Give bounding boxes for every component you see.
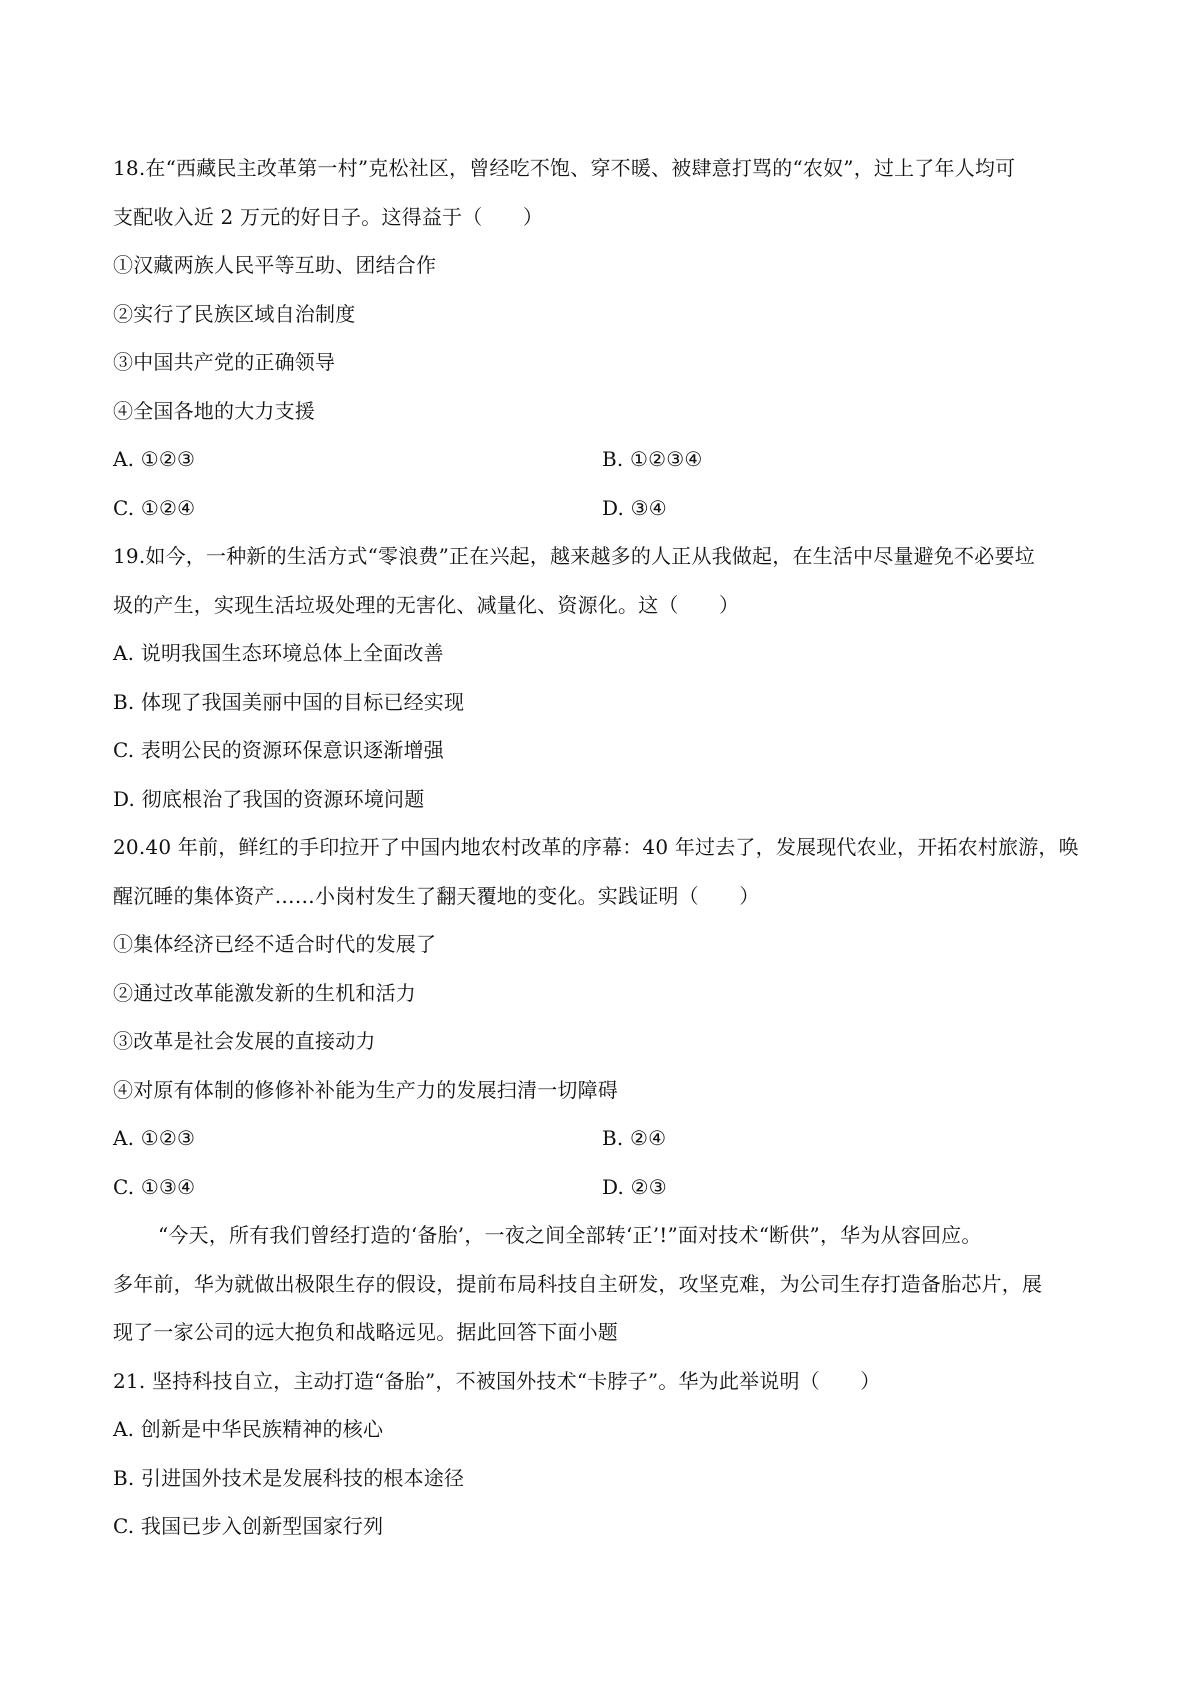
q18-item-1: ①汉藏两族人民平等互助、团结合作 [113, 253, 437, 277]
q20-item-2: ②通过改革能激发新的生机和活力 [113, 981, 416, 1005]
q18-stem-line1: 18.在“西藏民主改革第一村”克松社区，曾经吃不饱、穿不暖、被肆意打骂的“农奴”，过上了年人均可 [113, 156, 1016, 180]
passage-line3: 现了一家公司的远大抱负和战略远见。据此回答下面小题 [113, 1320, 618, 1344]
q18-option-c: C. ①②④ [113, 496, 196, 520]
q20-item-1: ①集体经济已经不适合时代的发展了 [113, 932, 437, 956]
q19-option-c: C. 表明公民的资源环保意识逐渐增强 [113, 738, 444, 762]
q18-option-a: A. ①②③ [113, 447, 196, 471]
q19-option-d: D. 彻底根治了我国的资源环境问题 [113, 787, 425, 811]
q21-option-c: C. 我国已步入创新型国家行列 [113, 1514, 384, 1538]
q18-stem-line2: 支配收入近 2 万元的好日子。这得益于（ ） [113, 205, 544, 229]
q18-option-b: B. ①②③④ [602, 447, 703, 471]
q21-option-b: B. 引进国外技术是发展科技的根本途径 [113, 1466, 465, 1490]
q20-stem-line1: 20.40 年前，鲜红的手印拉开了中国内地农村改革的序幕：40 年过去了，发展现代农业，开拓农村旅游，唤 [113, 835, 1079, 859]
q20-item-3: ③改革是社会发展的直接动力 [113, 1029, 376, 1053]
q18-item-2: ②实行了民族区域自治制度 [113, 302, 356, 326]
q20-option-d: D. ②③ [602, 1175, 667, 1199]
q18-option-d: D. ③④ [602, 496, 667, 520]
q18-item-4: ④全国各地的大力支援 [113, 399, 315, 423]
q19-option-b: B. 体现了我国美丽中国的目标已经实现 [113, 690, 465, 714]
q18-item-3: ③中国共产党的正确领导 [113, 350, 336, 374]
q20-item-4: ④对原有体制的修修补补能为生产力的发展扫清一切障碍 [113, 1078, 618, 1102]
q19-stem-line1: 19.如今，一种新的生活方式“零浪费”正在兴起，越来越多的人正从我做起，在生活中尽量避免不必要垃 [113, 544, 1035, 568]
q20-option-a: A. ①②③ [113, 1126, 196, 1150]
passage-line1: “今天，所有我们曾经打造的‘备胎’，一夜之间全部转‘正’!”面对技术“断供”，华为从容回应。 [158, 1223, 982, 1247]
q20-stem-line2: 醒沉睡的集体资产……小岗村发生了翻天覆地的变化。实践证明（ ） [113, 884, 760, 908]
passage-line2: 多年前，华为就做出极限生存的假设，提前布局科技自主研发，攻坚克难，为公司生存打造备胎芯片，展 [113, 1272, 1043, 1296]
q19-stem-line2: 圾的产生，实现生活垃圾处理的无害化、减量化、资源化。这（ ） [113, 593, 740, 617]
q21-option-a: A. 创新是中华民族精神的核心 [113, 1417, 384, 1441]
q19-option-a: A. 说明我国生态环境总体上全面改善 [113, 641, 444, 665]
q21-stem: 21. 坚持科技自立，主动打造“备胎”，不被国外技术“卡脖子”。华为此举说明（ ） [113, 1369, 881, 1393]
q20-option-b: B. ②④ [602, 1126, 667, 1150]
q20-option-c: C. ①③④ [113, 1175, 196, 1199]
